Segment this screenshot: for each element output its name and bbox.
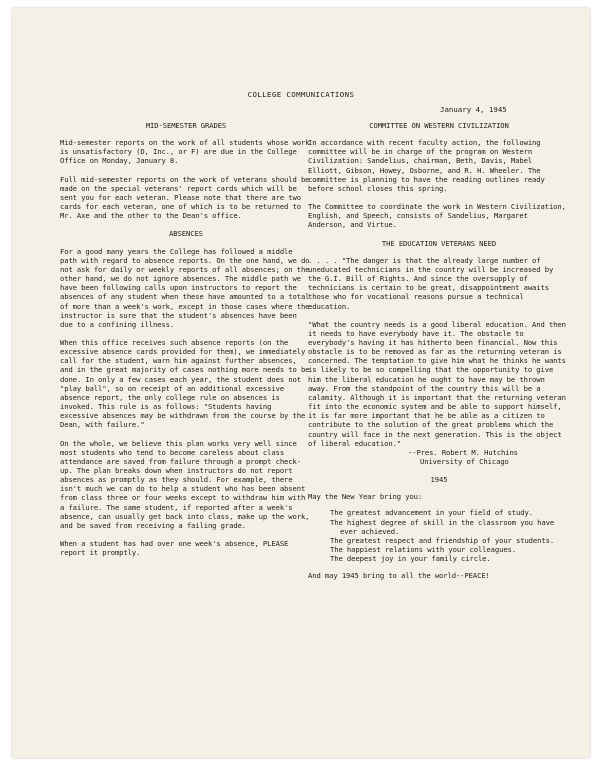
heading-absences: ABSENCES: [169, 229, 203, 239]
closing-line: And may 1945 bring to all the world--PEACE!: [308, 571, 490, 581]
paragraph: The Committee to coordinate the work in Western Civilization, English, and Speech, consists of Sandelius, Margaret Anderson, and Virtue.: [308, 202, 566, 230]
paragraph: When this office receives such absence reports (on the excessive absence cards provided for them), we immediately call for the student, warn him against further absences, and in the great majority of cases nothing more needs to be done. In only a few cases each year, the student does not "play ball", so on receipt of an additional excessive absence report, the only college rule on absences is invoked. This rule is as follows: "Students having excessive absences may be withdrawn from the course by the Dean, with failure.": [60, 337, 310, 430]
wish-item: The highest degree of skill in the classroom you have ever achieved.: [330, 517, 555, 536]
signature-name: --Pres. Robert M. Hutchins: [408, 447, 518, 457]
wish-item: The happiest relations with your colleagues.: [330, 545, 516, 555]
document-page: [12, 8, 590, 758]
heading-committee-western-civilization: COMMITTEE ON WESTERN CIVILIZATION: [369, 121, 509, 130]
right-column: [308, 121, 570, 590]
paragraph: Mid-semester reports on the work of all students whose work is unsatisfactory (D, Inc., or F) are due in the College Office on Monday, January 8.: [60, 138, 310, 166]
new-year-intro: May the New Year bring you:: [308, 492, 423, 502]
wish-list: [308, 508, 570, 563]
signature-affiliation: University of Chicago: [420, 457, 509, 466]
wish-item: The greatest advancement in your field of study.: [330, 508, 533, 518]
paragraph: For a good many years the College has followed a middle path with regard to absence reports. On the one hand, we do not ask for daily or weekly reports of all absences; on the other hand, we do not ignore absences. The middle path we have been following calls upon instructors to report the absences of any student when these have amounted to a total of more than a week's work, except in those cases where the instructor is sure that the student's absences have been due to a confining illness.: [60, 246, 310, 329]
wish-item: The greatest respect and friendship of your students.: [330, 535, 555, 545]
heading-1945: 1945: [430, 475, 448, 485]
left-column: [60, 121, 312, 566]
paragraph: "What the country needs is a good liberal education. And then it needs to have everybody have it. The obstacle to everybody's having it has hitherto been financial. Now this obstacle is to be removed as far as the returning veteran is concerned. The temptation to give him what he thinks he wants is likely to be so compelling that the opportunity to give him the liberal education he ought to have may be thrown away. From the standpoint of the country this will be a calamity. Although it is important that the returning veteran fit into the economic system and be able to support himself, it is far more important that he be able as a citizen to contribute to the solution of the great problems which the country will face in the next generation. This is the object of liberal education.": [308, 319, 566, 448]
paragraph: On the whole, we believe this plan works very well since most students who tend to become careless about class attendance are saved from failure through a prompt check-up. The plan breaks down when instructors do not report absences as promptly as they should. For example, there isn't much we can do to help a student who has been absent from class three or four weeks except to withdraw him with a failure. The same student, if reported after a week's absence, can usually get back into class, make up the work, and be saved from receiving a failing grade.: [60, 438, 310, 530]
paragraph: When a student has had over one week's absence, PLEASE report it promptly.: [60, 539, 289, 558]
wish-item: The deepest joy in your family circle.: [330, 554, 491, 564]
paragraph: Full mid-semester reports on the work of veterans should be made on the special veterans' report cards which will be sent you for each veteran. Please note that there are two cards for each veteran, one of which is to be returned to Mr. Axe and the other to the Dean's office.: [60, 174, 310, 221]
paragraph: . . . . "The danger is that the already large number of uneducated technicians in the country will be increased by the G.I. Bill of Rights. And since the oversupply of technicians is certain to be great, disappointment awaits those who for vocational reasons pursue a technical education.: [308, 255, 554, 311]
date: January 4, 1945: [440, 105, 507, 114]
masthead: COLLEGE COMMUNICATIONS: [247, 90, 355, 99]
heading-education-veterans-need: THE EDUCATION VETERANS NEED: [381, 238, 497, 248]
heading-midsemester-grades: MID-SEMESTER GRADES: [145, 121, 227, 130]
paragraph: In accordance with recent faculty action, the following committee will be in charge of the program on Western Civilization: Sandelius, chairman, Beth, Davis, Mabel Elliott, Gibson, Howey, Osborne, and R. H. Wheeler. The committee is planning to have the reading outlines ready before school closes this spring.: [308, 138, 545, 193]
